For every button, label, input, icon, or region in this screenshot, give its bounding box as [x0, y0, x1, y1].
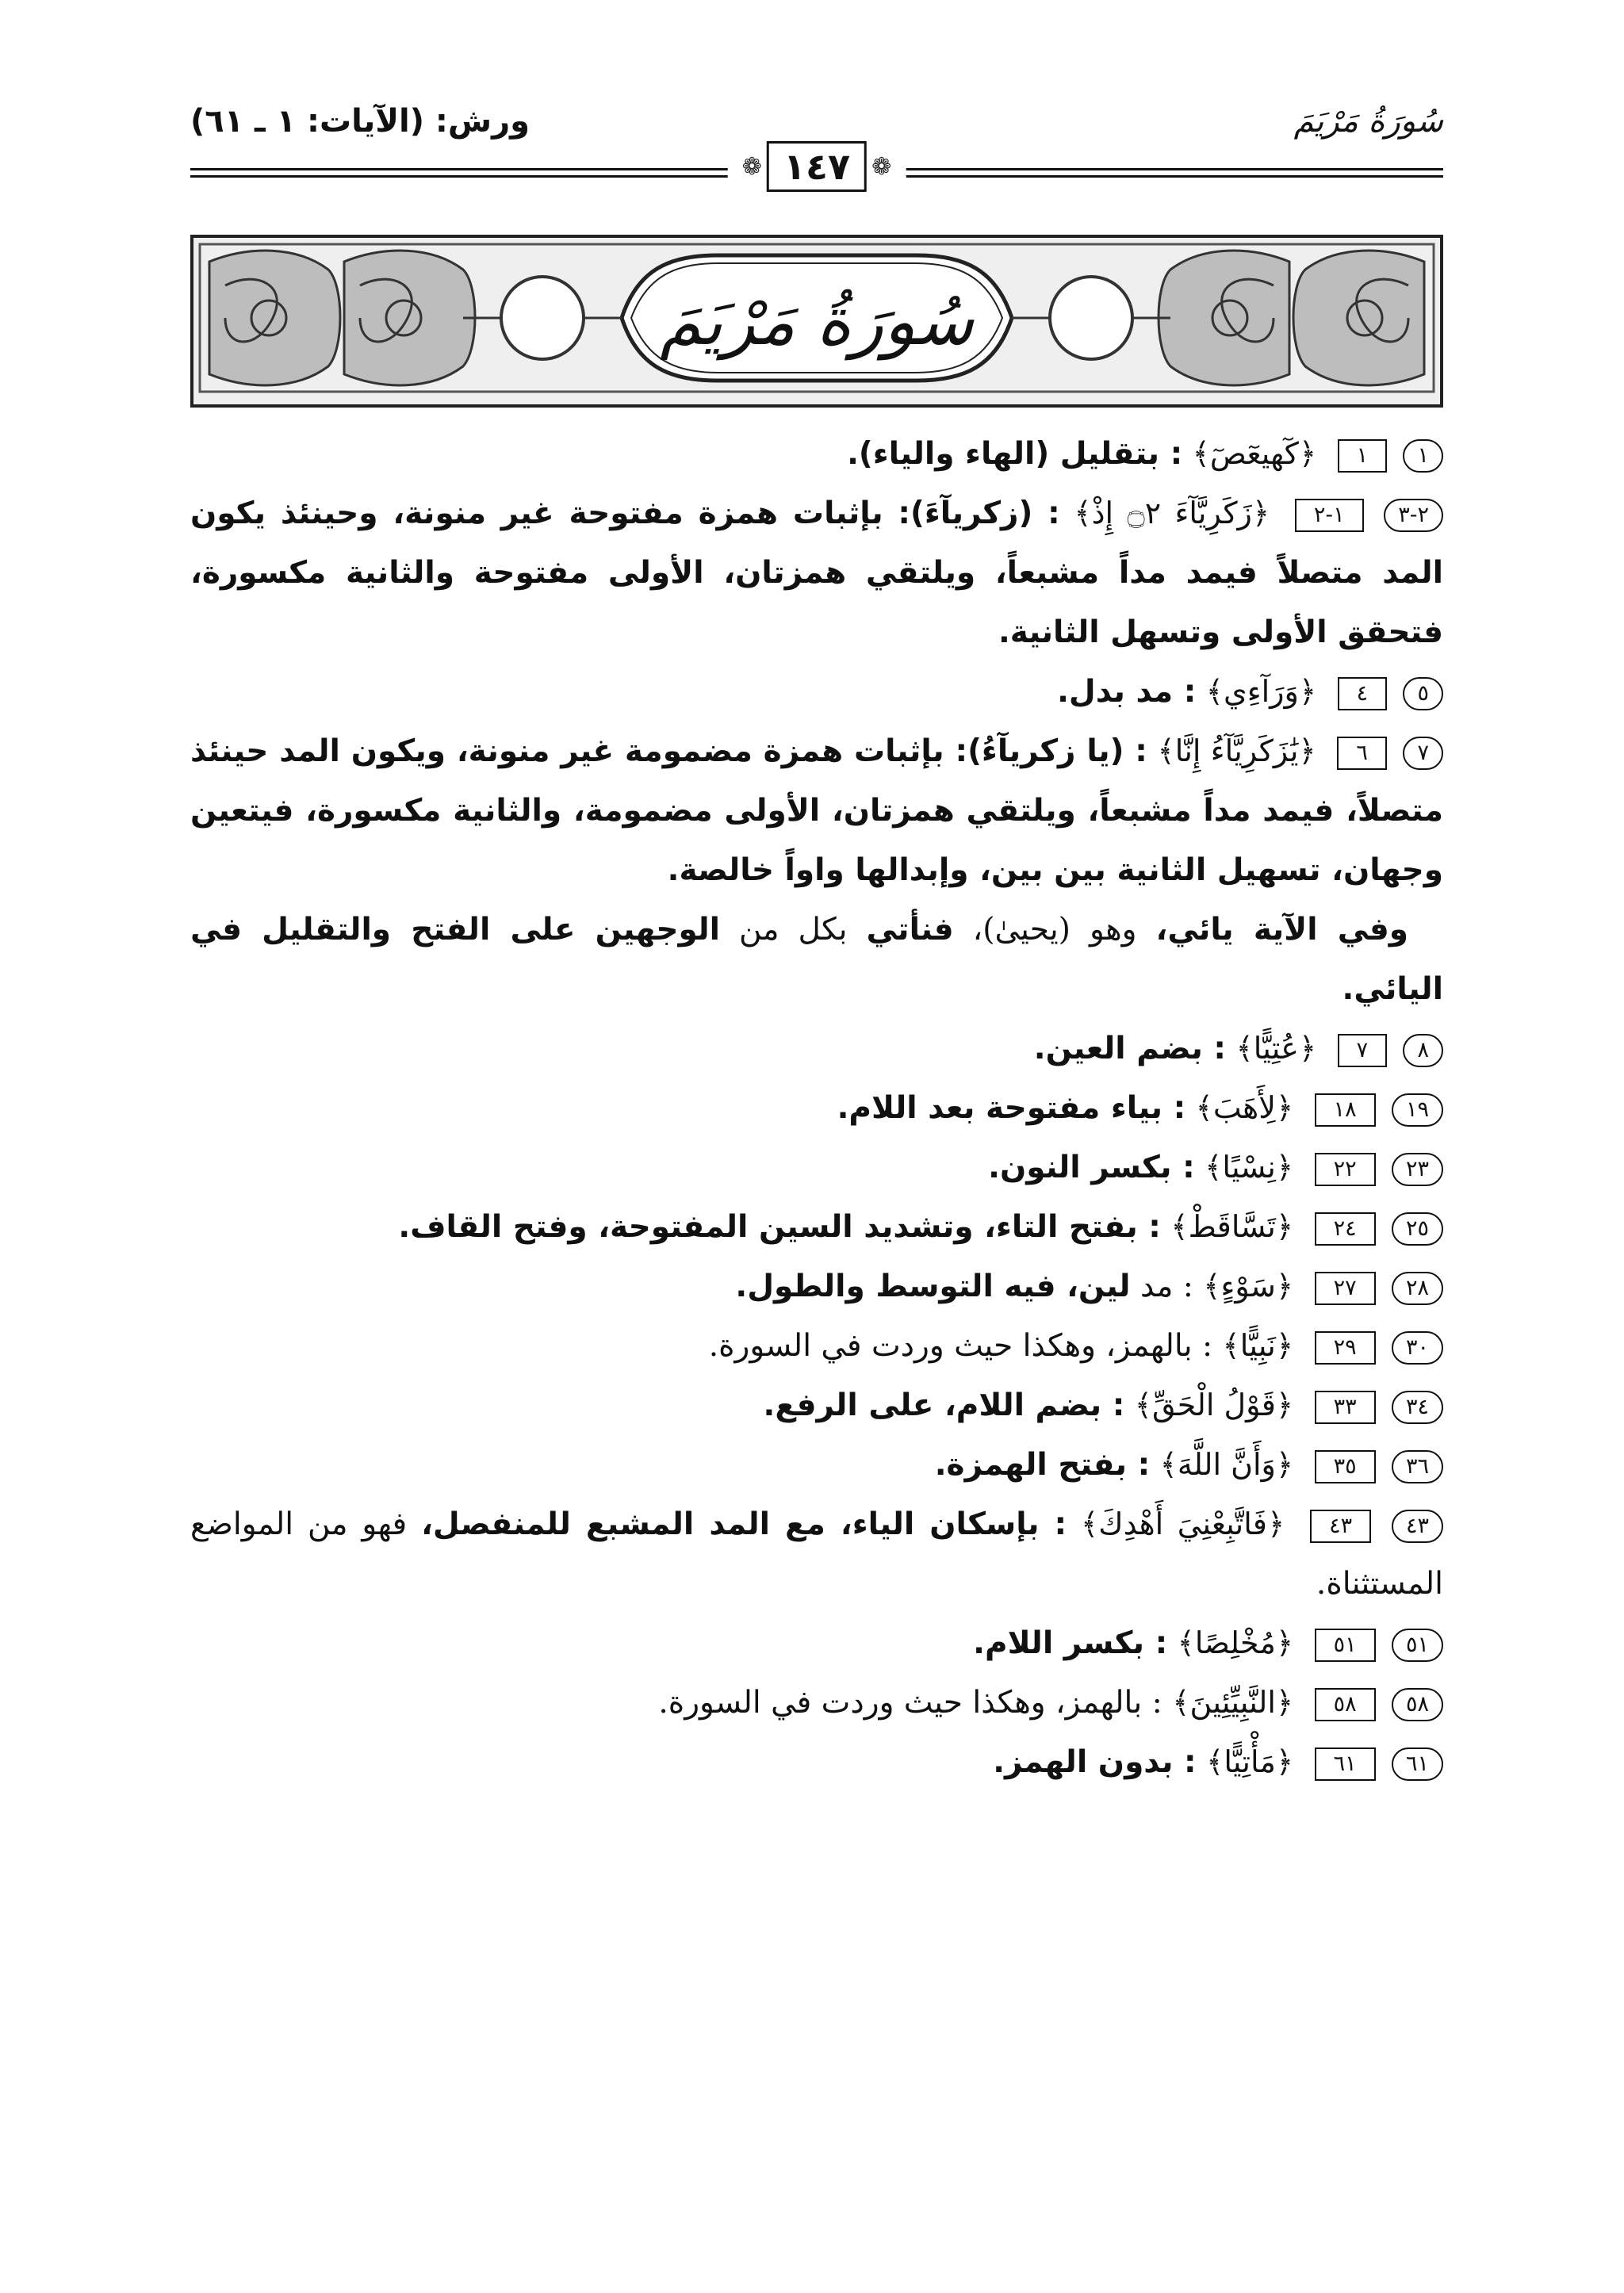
- rule-text: : بالهمز، وهكذا حيث وردت في السورة.: [658, 1685, 1162, 1721]
- verse-number-pill: ٢٥: [1392, 1212, 1443, 1246]
- list-item: [190, 1673, 1443, 1732]
- quran-word: ﴿نَبِيًّا﴾: [1222, 1328, 1294, 1363]
- surah-title-banner: [190, 235, 1443, 408]
- list-item: [190, 1078, 1443, 1138]
- quran-word: ﴿مُخْلِصًا﴾: [1177, 1625, 1294, 1660]
- list-item: [190, 1257, 1443, 1316]
- rule-text: : (زكريآءَ): بإثبات همزة مفتوحة غير منونة، وحينئذ يكون المد متصلاً فيمد مداً مشبعاً، ويلتقي همزتان، الأولى مفتوحة والثانية مكسورة، فتحقق الأولى وتسهل الثانية.: [190, 496, 1443, 650]
- verse-number-box: ٢٤: [1315, 1212, 1376, 1246]
- rule-text-light: فهو من المواضع المستثناة.: [190, 1506, 1443, 1602]
- verse-number-pill: ٤٣: [1392, 1510, 1443, 1543]
- quran-word: ﴿لِأَهَبَ﴾: [1195, 1090, 1294, 1125]
- list-item: [190, 1614, 1443, 1673]
- verse-number-pill: ٦١: [1392, 1748, 1443, 1781]
- note-text-a: وفي الآية يائي،: [1155, 912, 1408, 947]
- quran-word: ﴿النَّبِيِّئِينَ﴾: [1172, 1685, 1294, 1720]
- verse-number-box: ٥٨: [1315, 1688, 1376, 1721]
- verse-number-pill: ٧: [1403, 737, 1443, 770]
- quran-word: ﴿عُتِيًّا﴾: [1235, 1031, 1317, 1066]
- quran-word: ﴿نِسْيًا﴾: [1205, 1150, 1294, 1185]
- rule-text-light: : مد: [1139, 1269, 1193, 1304]
- rule-text: : بكسر النون.: [988, 1150, 1195, 1185]
- list-item: [190, 484, 1443, 662]
- verse-number-pill: ٢٣: [1392, 1153, 1443, 1186]
- rule-text: : بفتح الهمزة.: [934, 1447, 1151, 1483]
- quran-word: ﴿يَٰزَكَرِيَّآءُ إِنَّا﴾: [1157, 733, 1316, 768]
- verse-number-box: ٦: [1337, 737, 1387, 770]
- list-item: [190, 1376, 1443, 1435]
- verse-number-box: ٥١: [1315, 1629, 1376, 1662]
- note-text-d: بكل من: [738, 912, 848, 947]
- list-item: [190, 424, 1443, 484]
- rule-text: : بتقليل (الهاء والياء).: [847, 436, 1183, 472]
- verse-number-pill: ٨: [1403, 1034, 1443, 1067]
- quran-word: ﴿تَسَّاقَطْ﴾: [1170, 1209, 1294, 1244]
- verse-number-pill: ٥: [1403, 677, 1443, 710]
- verse-number-box: ٣٣: [1315, 1391, 1376, 1424]
- note-text-e: الوجهين على الفتح والتقليل في اليائي.: [190, 912, 1443, 1007]
- verse-number-box: ٤٣: [1310, 1510, 1371, 1543]
- verse-number-pill: ٣٤: [1392, 1391, 1443, 1424]
- verse-number-box: ٤: [1338, 677, 1388, 710]
- verse-number-box: ٧: [1338, 1034, 1388, 1067]
- quran-word: ﴿وَرَآءِي﴾: [1205, 674, 1317, 709]
- list-item: [190, 1732, 1443, 1792]
- quran-word: ﴿وَأَنَّ اللَّهَ﴾: [1159, 1447, 1294, 1482]
- list-item: [190, 722, 1443, 900]
- verse-number-pill: ٥٨: [1392, 1688, 1443, 1721]
- verse-number-box: ٦١: [1315, 1748, 1376, 1781]
- verse-number-pill: ٢٨: [1392, 1272, 1443, 1305]
- rule-text: : بفتح التاء، وتشديد السين المفتوحة، وفتح القاف.: [398, 1209, 1161, 1245]
- rule-text: : بضم العين.: [1033, 1031, 1227, 1066]
- page-number-frame: [728, 141, 906, 192]
- rule-text: : (يا زكريآءُ): بإثبات همزة مضمومة غير منونة، ويكون المد حينئذ متصلاً، فيمد مداً مشبعاً، ويلتقي همزتان، الأولى مضمومة، والثانية مكسورة، فيتعين وجهان، تسهيل الثانية بين بين، وإبدالها واواً خالصة.: [190, 733, 1443, 888]
- verse-number-box: ٣٥: [1315, 1450, 1376, 1483]
- rule-text: : بدون الهمز.: [993, 1744, 1197, 1780]
- verse-number-box: ٢٧: [1315, 1272, 1376, 1305]
- verse-number-box: ٢٢: [1315, 1153, 1376, 1186]
- banner-surah-title: سُورَةُ مَرْيَمَ: [660, 282, 974, 360]
- rule-text: : بضم اللام، على الرفع.: [763, 1388, 1125, 1423]
- list-item: [190, 1138, 1443, 1197]
- verse-number-box: ١-٢: [1295, 499, 1364, 532]
- list-item: [190, 1316, 1443, 1376]
- page-number: ١٤٧: [767, 141, 867, 192]
- note-paragraph: [190, 900, 1443, 1019]
- rule-text: : بإسكان الياء، مع المد المشبع للمنفصل،: [421, 1506, 1067, 1542]
- verse-number-box: ١٨: [1315, 1093, 1376, 1127]
- ornament-right-icon: ❁: [871, 152, 892, 181]
- quran-word: ﴿زَكَرِيَّآءَ ۝٢ إِذْ﴾: [1074, 496, 1270, 530]
- rule-text: لين، فيه التوسط والطول.: [735, 1269, 1131, 1304]
- quran-word: ﴿قَوْلُ الْحَقِّ﴾: [1134, 1388, 1294, 1422]
- list-item: [190, 1495, 1443, 1614]
- quran-word: ﴿فَاتَّبِعْنِيَ أَهْدِكَ﴾: [1081, 1506, 1285, 1541]
- running-header: [190, 95, 1443, 190]
- verse-number-pill: ١٩: [1392, 1093, 1443, 1127]
- rule-text: : بالهمز، وهكذا حيث وردت في السورة.: [708, 1328, 1213, 1364]
- verse-number-pill: ١: [1403, 439, 1443, 473]
- document-page: [190, 95, 1443, 2220]
- note-text-c: فنأتي: [866, 912, 954, 947]
- rule-text: : بكسر اللام.: [973, 1625, 1168, 1661]
- list-item: [190, 1019, 1443, 1078]
- list-item: [190, 1435, 1443, 1495]
- list-item: [190, 662, 1443, 722]
- rules-list: [190, 424, 1443, 1792]
- verse-number-box: ١: [1338, 439, 1388, 473]
- quran-word: ﴿كٓهيعٓصٓ﴾: [1192, 436, 1317, 471]
- quran-word: ﴿سَوْءٍ﴾: [1203, 1269, 1294, 1303]
- verse-number-pill: ٣٦: [1392, 1450, 1443, 1483]
- note-text-b: وهو (يحيىٰ)،: [972, 912, 1137, 947]
- verse-number-pill: ٥١: [1392, 1629, 1443, 1662]
- ornament-left-icon: ❁: [741, 152, 762, 181]
- quran-word: ﴿مَأْتِيًّا﴾: [1206, 1744, 1294, 1779]
- rule-text: : مد بدل.: [1057, 674, 1197, 710]
- rule-text: : بياء مفتوحة بعد اللام.: [837, 1090, 1186, 1126]
- header-surah-name: سُورَةُ مَرْيَمَ: [1293, 103, 1443, 140]
- list-item: [190, 1197, 1443, 1257]
- header-verse-range: ورش: (الآيات: ١ ـ ٦١): [190, 103, 530, 140]
- verse-number-pill: ٣٠: [1392, 1331, 1443, 1365]
- verse-number-pill: ٢-٣: [1384, 499, 1443, 532]
- verse-number-box: ٢٩: [1315, 1331, 1376, 1365]
